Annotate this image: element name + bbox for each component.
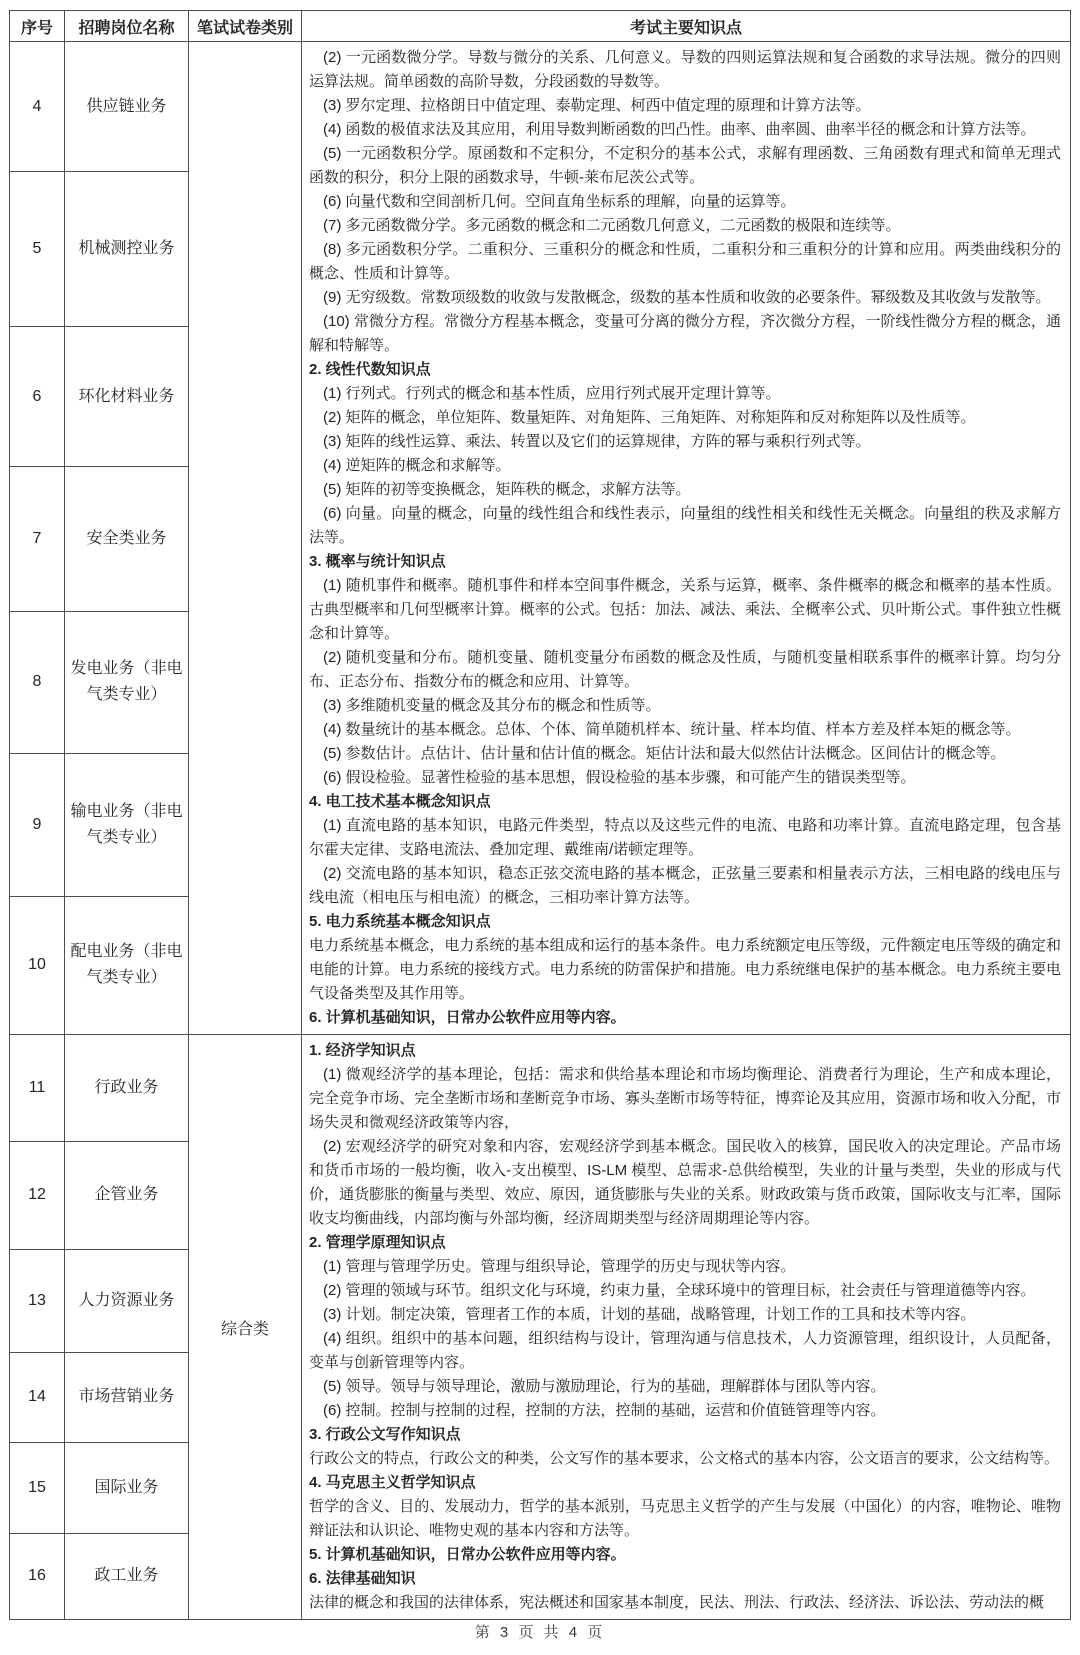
page-footer — [0, 1621, 1080, 1642]
position-name-cell: 供应链业务 — [65, 42, 189, 172]
knowledge-paragraph: (4) 组织。组织中的基本问题，组织结构与设计，管理沟通与信息技术，人力资源管理，组织设计，人员配备，变革与创新管理等内容。 — [309, 1330, 1061, 1371]
serial-cell: 13 — [10, 1249, 65, 1352]
knowledge-paragraph: (1) 直流电路的基本知识，电路元件类型，特点以及这些元件的电流、电路和功率计算。直流电路定理，包含基尔霍夫定律、支路电流法、叠加定理、戴维南/诺顿定理等。 — [309, 817, 1061, 858]
knowledge-paragraph: (9) 无穷级数。常数项级数的收敛与发散概念，级数的基本性质和收敛的必要条件。幂级数及其收敛与发散等。 — [323, 289, 1051, 306]
paper-type-cell — [189, 42, 302, 1035]
knowledge-paragraph: 行政公文的特点，行政公文的种类，公文写作的基本要求，公文格式的基本内容，公文语言的要求，公文结构等。 — [309, 1450, 1060, 1467]
position-name-cell: 机械测控业务 — [65, 172, 189, 327]
knowledge-section-heading: 5. 计算机基础知识，日常办公软件应用等内容。 — [309, 1546, 626, 1563]
serial-cell: 11 — [10, 1035, 65, 1142]
knowledge-paragraph: 法律的概念和我国的法律体系，宪法概述和国家基本制度，民法、刑法、行政法、经济法、诉讼法、劳动法的概 — [309, 1594, 1045, 1611]
position-name-cell: 国际业务 — [65, 1443, 189, 1533]
serial-cell: 15 — [10, 1443, 65, 1533]
position-name-cell: 政工业务 — [65, 1533, 189, 1619]
knowledge-paragraph: (6) 向量代数和空间剖析几何。空间直角坐标系的理解，向量的运算等。 — [323, 193, 796, 210]
knowledge-paragraph: (5) 参数估计。点估计、估计量和估计值的概念。矩估计法和最大似然估计法概念。区间估计的概念等。 — [323, 745, 1006, 762]
knowledge-paragraph: (7) 多元函数微分学。多元函数的概念和二元函数几何意义，二元函数的极限和连续等。 — [323, 217, 901, 234]
position-name-cell: 行政业务 — [65, 1035, 189, 1142]
serial-cell: 6 — [10, 326, 65, 466]
knowledge-paragraph: (3) 矩阵的线性运算、乘法、转置以及它们的运算规律，方阵的幂与乘积行列式等。 — [323, 433, 871, 450]
position-name-cell: 环化材料业务 — [65, 326, 189, 466]
serial-cell: 10 — [10, 896, 65, 1034]
knowledge-paragraph: (4) 逆矩阵的概念和求解等。 — [323, 457, 511, 474]
knowledge-paragraph: (4) 函数的极值求法及其应用，利用导数判断函数的凹凸性。曲率、曲率圆、曲率半径的概念和计算方法等。 — [323, 121, 1036, 138]
knowledge-section-heading: 2. 线性代数知识点 — [309, 361, 431, 378]
knowledge-paragraph: (5) 领导。领导与领导理论，激励与激励理论，行为的基础，理解群体与团队等内容。 — [323, 1378, 886, 1395]
knowledge-paragraph: (1) 随机事件和概率。随机事件和样本空间事件概念，关系与运算，概率、条件概率的概念和概率的基本性质。古典型概率和几何型概率计算。概率的公式。包括：加法、减法、乘法、全概率公式、贝叶斯公式。事件独立性概念和计算等。 — [309, 577, 1061, 642]
knowledge-paragraph: (6) 控制。控制与控制的过程，控制的方法，控制的基础，运营和价值链管理等内容。 — [323, 1402, 886, 1419]
knowledge-section-heading: 3. 概率与统计知识点 — [309, 553, 446, 570]
serial-cell: 14 — [10, 1352, 65, 1442]
table-row — [10, 42, 1071, 172]
knowledge-paragraph: (2) 矩阵的概念，单位矩阵、数量矩阵、对角矩阵、三角矩阵、对称矩阵和反对称矩阵以及性质等。 — [323, 409, 976, 426]
knowledge-paragraph: (3) 罗尔定理、拉格朗日中值定理、泰勒定理、柯西中值定理的原理和计算方法等。 — [323, 97, 871, 114]
knowledge-paragraph: 哲学的含义、目的、发展动力，哲学的基本派别，马克思主义哲学的产生与发展（中国化）的内容，唯物论、唯物辩证法和认识论、唯物史观的基本内容和方法等。 — [309, 1498, 1061, 1539]
knowledge-paragraph: (6) 向量。向量的概念，向量的线性组合和线性表示，向量组的线性相关和线性无关概念。向量组的秩及求解方法等。 — [309, 505, 1061, 546]
position-name-cell: 企管业务 — [65, 1141, 189, 1249]
serial-cell: 9 — [10, 754, 65, 896]
paper-type-cell: 综合类 — [189, 1035, 302, 1620]
knowledge-paragraph: (1) 管理与管理学历史。管理与组织导论，管理学的历史与现状等内容。 — [323, 1258, 796, 1275]
knowledge-paragraph: 电力系统基本概念，电力系统的基本组成和运行的基本条件。电力系统额定电压等级，元件额定电压等级的确定和电能的计算。电力系统的接线方式。电力系统的防雷保护和措施。电力系统继电保护的基本概念。电力系统主要电气设备类型及其作用等。 — [309, 937, 1061, 1002]
knowledge-paragraph: (6) 假设检验。显著性检验的基本思想，假设检验的基本步骤，和可能产生的错误类型等。 — [323, 769, 916, 786]
knowledge-paragraph: (2) 随机变量和分布。随机变量、随机变量分布函数的概念及性质，与随机变量相联系事件的概率计算。均匀分布、正态分布、指数分布的概念和应用、计算等。 — [309, 649, 1061, 690]
knowledge-section-heading: 6. 法律基础知识 — [309, 1570, 416, 1587]
table-header-row — [10, 11, 1071, 42]
knowledge-section-heading: 6. 计算机基础知识，日常办公软件应用等内容。 — [309, 1009, 626, 1026]
knowledge-paragraph: (3) 计划。制定决策，管理者工作的本质，计划的基础，战略管理，计划工作的工具和技术等内容。 — [323, 1306, 976, 1323]
knowledge-paragraph: (5) 矩阵的初等变换概念，矩阵秩的概念，求解方法等。 — [323, 481, 691, 498]
knowledge-section-heading: 5. 电力系统基本概念知识点 — [309, 913, 491, 930]
serial-cell: 8 — [10, 611, 65, 753]
position-name-cell: 输电业务（非电气类专业） — [65, 754, 189, 896]
position-name-cell: 人力资源业务 — [65, 1249, 189, 1352]
serial-cell: 7 — [10, 467, 65, 611]
knowledge-paragraph: (2) 宏观经济学的研究对象和内容，宏观经济学到基本概念。国民收入的核算，国民收入的决定理论。产品市场和货币市场的一般均衡，收入-支出模型、IS-LM 模型、总需求-总供给模型，失业的计量与类型，失业的形成与代价，通货膨胀的衡量与类型、效应、原因，通货膨胀与失业的关系。财政政策与货币政策，国际收支与汇率，国际收支均衡曲线，内部均衡与外部均衡，经济周期类型与经济周期理论等内容。 — [309, 1138, 1061, 1227]
serial-cell: 16 — [10, 1533, 65, 1619]
col-header-knowledge-points: 考试主要知识点 — [302, 11, 1071, 42]
serial-cell: 12 — [10, 1141, 65, 1249]
knowledge-section-heading: 4. 马克思主义哲学知识点 — [309, 1474, 476, 1491]
knowledge-section-heading: 1. 经济学知识点 — [309, 1042, 416, 1059]
position-name-cell: 市场营销业务 — [65, 1352, 189, 1442]
serial-cell: 4 — [10, 42, 65, 172]
knowledge-paragraph: (5) 一元函数积分学。原函数和不定积分，不定积分的基本公式，求解有理函数、三角函数有理式和简单无理式函数的积分，积分上限的函数求导，牛顿-莱布尼茨公式等。 — [309, 145, 1061, 186]
knowledge-paragraph: (1) 微观经济学的基本理论，包括：需求和供给基本理论和市场均衡理论、消费者行为理论，生产和成本理论，完全竞争市场、完全垄断市场和垄断竞争市场、寡头垄断市场等特征，博弈论及其应用，资源市场和收入分配，市场失灵和微观经济政策等内容， — [309, 1066, 1061, 1131]
knowledge-section-heading: 2. 管理学原理知识点 — [309, 1234, 446, 1251]
table-row — [10, 1035, 1071, 1142]
knowledge-paragraph: (10) 常微分方程。常微分方程基本概念，变量可分离的微分方程，齐次微分方程，一阶线性微分方程的概念，通解和特解等。 — [309, 313, 1061, 354]
knowledge-points-cell — [302, 1035, 1071, 1620]
knowledge-paragraph: (2) 一元函数微分学。导数与微分的关系、几何意义。导数的四则运算法规和复合函数的求导法规。微分的四则运算法规。简单函数的高阶导数，分段函数的导数等。 — [309, 49, 1061, 90]
knowledge-paragraph: (4) 数量统计的基本概念。总体、个体、简单随机样本、统计量、样本均值、样本方差及样本矩的概念等。 — [323, 721, 1021, 738]
col-header-serial: 序号 — [10, 11, 65, 42]
position-name-cell: 发电业务（非电气类专业） — [65, 611, 189, 753]
knowledge-points-cell — [302, 42, 1071, 1035]
knowledge-paragraph: (3) 多维随机变量的概念及其分布的概念和性质等。 — [323, 697, 661, 714]
position-name-cell: 配电业务（非电气类专业） — [65, 896, 189, 1034]
col-header-paper-type: 笔试试卷类别 — [189, 11, 302, 42]
knowledge-paragraph: (8) 多元函数积分学。二重积分、三重积分的概念和性质，二重积分和三重积分的计算和应用。两类曲线积分的概念、性质和计算等。 — [309, 241, 1061, 282]
serial-cell: 5 — [10, 172, 65, 327]
exam-knowledge-table — [9, 10, 1071, 1620]
col-header-position-name: 招聘岗位名称 — [65, 11, 189, 42]
position-name-cell: 安全类业务 — [65, 467, 189, 611]
knowledge-section-heading: 3. 行政公文写作知识点 — [309, 1426, 461, 1443]
knowledge-section-heading: 4. 电工技术基本概念知识点 — [309, 793, 491, 810]
knowledge-paragraph: (2) 交流电路的基本知识，稳态正弦交流电路的基本概念，正弦量三要素和相量表示方法，三相电路的线电压与线电流（相电压与相电流）的概念，三相功率计算方法等。 — [309, 865, 1061, 906]
page-number-text: 第 3 页 共 4 页 — [474, 1624, 606, 1641]
knowledge-paragraph: (1) 行列式。行列式的概念和基本性质，应用行列式展开定理计算等。 — [323, 385, 781, 402]
knowledge-paragraph: (2) 管理的领域与环节。组织文化与环境，约束力量，全球环境中的管理目标，社会责任与管理道德等内容。 — [323, 1282, 1036, 1299]
